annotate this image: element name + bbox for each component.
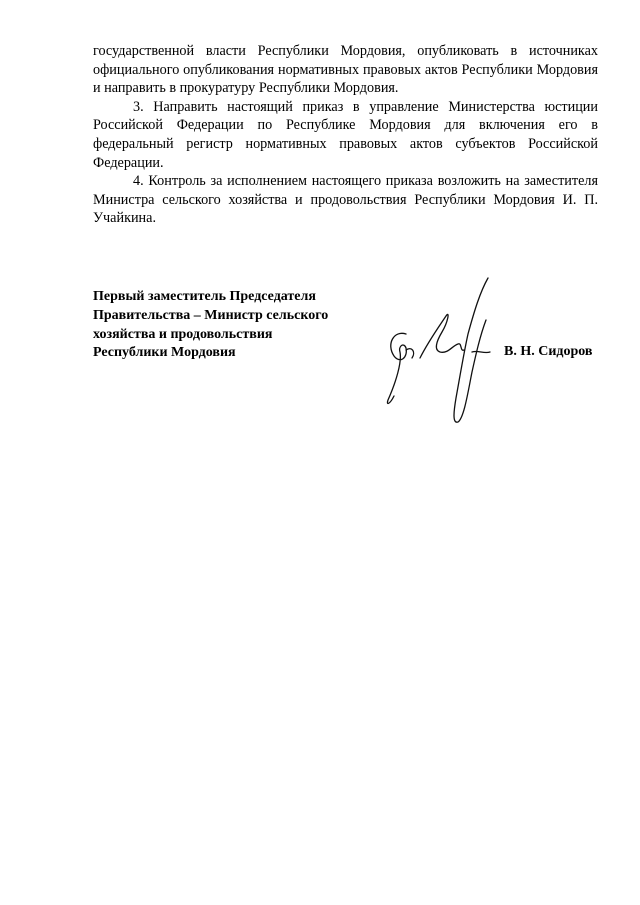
signatory-position <box>93 288 363 363</box>
paragraph-2-continuation: государственной власти Республики Мордовия, опубликовать в источниках официального опубликования нормативных правовых актов Республики Мордовия и направить в прокуратуру Республики Мордовия. <box>93 43 598 97</box>
signatory-name: В. Н. Сидоров <box>504 344 593 359</box>
signatory-position-line: Республики Мордовия <box>93 345 236 361</box>
handwritten-signature-icon <box>376 272 506 432</box>
paragraph-4: 4. Контроль за исполнением настоящего приказа возложить на заместителя Министра сельского хозяйства и продовольствия Республики Мордовия И. П. Учайкина. <box>93 173 598 227</box>
signatory-position-line: хозяйства и продовольствия <box>93 326 273 342</box>
signatory-position-line: Правительства – Министр сельского <box>93 307 329 323</box>
signatory-position-line: Первый заместитель Председателя <box>93 289 316 304</box>
document-body <box>93 42 598 228</box>
paragraph-3: 3. Направить настоящий приказ в управление Министерства юстиции Российской Федерации по Республике Мордовия для включения его в федеральный регистр нормативных правовых актов субъектов Российской Федерации. <box>93 98 598 171</box>
